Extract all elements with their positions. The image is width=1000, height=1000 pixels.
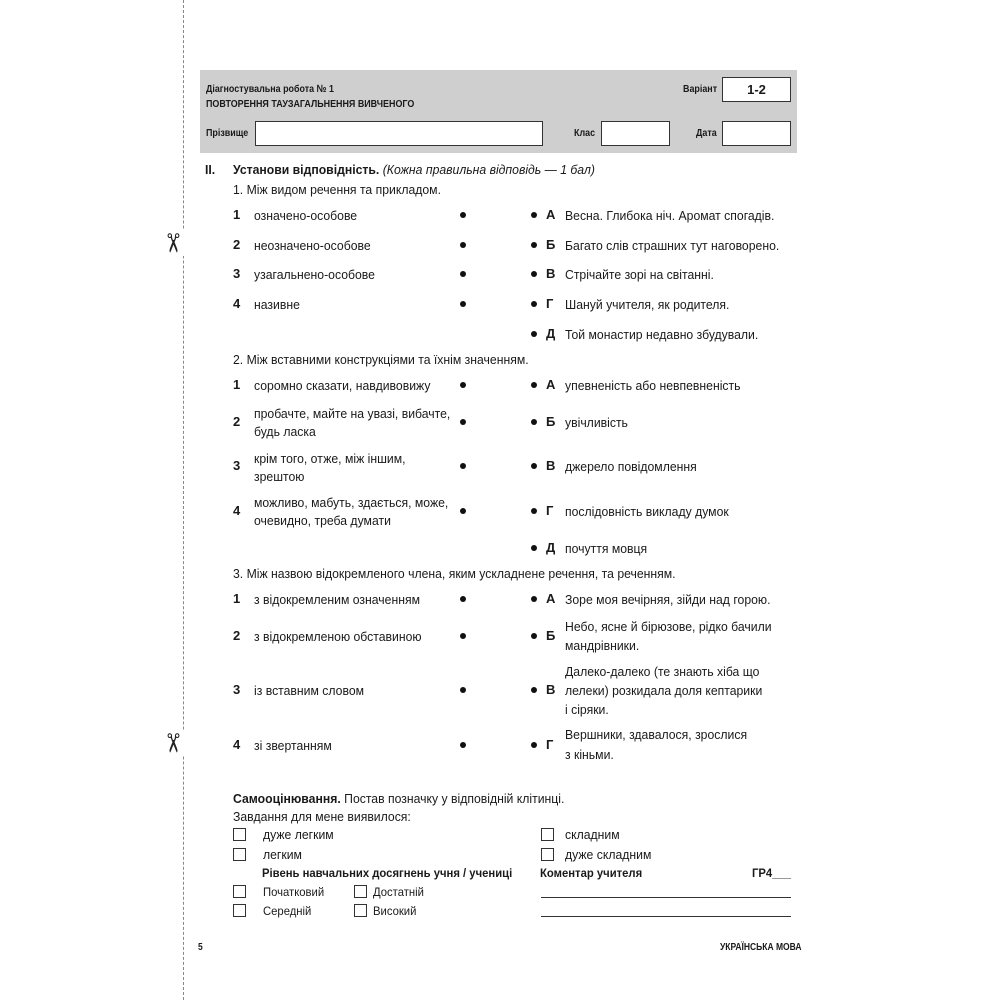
match-dot[interactable] [531, 212, 537, 218]
task3-left-text: з відокремленим означенням [254, 592, 420, 607]
match-dot[interactable] [460, 633, 466, 639]
match-dot[interactable] [460, 301, 466, 307]
match-dot[interactable] [460, 271, 466, 277]
task2-right-text: послідовність викладу думок [565, 504, 729, 519]
task3-right-text: Зоре моя вечірняя, зійди над горою. [565, 592, 771, 607]
match-dot[interactable] [460, 463, 466, 469]
match-dot[interactable] [531, 633, 537, 639]
task3-right-text: Небо, ясне й бірюзове, рідко бачили [565, 619, 772, 634]
task2-right-letter: В [546, 458, 556, 473]
task3-right-text: лелеки) розкидала доля кептарики [565, 683, 763, 698]
task2-left-number: 1 [233, 377, 241, 392]
self-assessment-heading [233, 789, 564, 808]
task2-left-text: крім того, отже, між іншим, [254, 451, 406, 466]
difficulty-checkbox[interactable] [233, 848, 246, 861]
header-panel [200, 70, 797, 153]
match-dot[interactable] [460, 212, 466, 218]
variant-label: Варіант [683, 83, 718, 95]
work-title: Діагностувальна робота № 1 [206, 83, 334, 95]
task1-right-text: Стрічайте зорі на світанні. [565, 267, 714, 282]
scissors-icon: ✂ [160, 730, 186, 756]
task1-right-letter: А [546, 207, 556, 222]
match-dot[interactable] [531, 331, 537, 337]
task1-right-letter: Г [546, 296, 554, 311]
task2-left-number: 3 [233, 458, 241, 473]
match-dot[interactable] [460, 687, 466, 693]
match-dot[interactable] [531, 545, 537, 551]
match-dot[interactable] [531, 508, 537, 514]
date-field[interactable] [722, 121, 791, 146]
task1-left-number: 1 [233, 207, 241, 222]
task1-right-text: Шануй учителя, як родителя. [565, 297, 730, 312]
task3-left-text: із вставним словом [254, 683, 365, 698]
task3-right-letter: А [546, 591, 556, 606]
task2-right-text: почуття мовця [565, 541, 648, 556]
task2-left-text: соромно сказати, навдивовижу [254, 378, 431, 393]
section-roman: II. [205, 162, 216, 177]
subject-label: УКРАЇНСЬКА МОВА [720, 942, 802, 953]
task2-right-letter: Д [546, 540, 556, 555]
level-checkbox[interactable] [233, 904, 246, 917]
task1-right-text: Весна. Глибока ніч. Аромат спогадів. [565, 208, 775, 223]
task1-left-number: 4 [233, 296, 241, 311]
work-subtitle: ПОВТОРЕННЯ ТАУЗАГАЛЬНЕННЯ ВИВЧЕНОГО [206, 98, 415, 110]
task3-right-letter: В [546, 682, 556, 697]
task3-left-number: 1 [233, 591, 241, 606]
difficulty-checkbox[interactable] [541, 828, 554, 841]
task1-left-text: називне [254, 297, 300, 312]
match-dot[interactable] [531, 687, 537, 693]
difficulty-option: легким [263, 847, 302, 862]
match-dot[interactable] [460, 596, 466, 602]
task2-right-text: увічливість [565, 415, 628, 430]
self-assessment-instruction: Постав позначку у відповідній клітинці. [344, 791, 565, 806]
achievement-level-label: Рівень навчальних досягнень учня / учениці [262, 866, 513, 880]
task1-right-letter: В [546, 266, 556, 281]
level-checkbox[interactable] [354, 904, 367, 917]
level-option: Початковий [263, 885, 325, 899]
self-assessment-title: Самооцінювання. [233, 791, 341, 806]
cut-line [183, 0, 184, 1000]
task2-left-number: 2 [233, 414, 241, 429]
level-option: Середній [263, 904, 312, 918]
task2-left-text: можливо, мабуть, здається, може, [254, 495, 449, 510]
surname-label: Прізвище [206, 127, 249, 139]
scissors-icon: ✂ [160, 230, 186, 256]
task2-right-text: джерело повідомлення [565, 459, 697, 474]
task3-right-text: мандрівники. [565, 638, 640, 653]
match-dot[interactable] [531, 242, 537, 248]
section-title: Установи відповідність. [233, 162, 380, 177]
level-checkbox[interactable] [233, 885, 246, 898]
match-dot[interactable] [460, 382, 466, 388]
task1-right-text: Багато слів страшних тут наговорено. [565, 238, 780, 253]
task3-left-number: 2 [233, 628, 241, 643]
level-option: Високий [373, 904, 417, 918]
self-assessment-prompt: Завдання для мене виявилося: [233, 809, 411, 824]
section-note: (Кожна правильна відповідь — 1 бал) [382, 162, 595, 177]
task2-right-letter: Г [546, 503, 554, 518]
task3-right-letter: Б [546, 628, 556, 643]
difficulty-checkbox[interactable] [541, 848, 554, 861]
task1-left-text: означено-особове [254, 208, 358, 223]
task3-left-number: 3 [233, 682, 241, 697]
task2-right-text: упевненість або невпевненість [565, 378, 741, 393]
difficulty-option: складним [565, 827, 620, 842]
task2-title: 2. Між вставними конструкціями та їхнім значенням. [233, 352, 529, 367]
task1-right-text: Той монастир недавно збудували. [565, 327, 759, 342]
task1-right-letter: Б [546, 237, 556, 252]
task2-left-text: пробачте, майте на увазі, вибачте, [254, 406, 451, 421]
level-checkbox[interactable] [354, 885, 367, 898]
task3-right-text: і сіряки. [565, 702, 609, 717]
section-heading [233, 160, 595, 179]
grade-code: ГР4___ [752, 866, 792, 880]
match-dot[interactable] [531, 596, 537, 602]
task3-right-letter: Г [546, 737, 554, 752]
task1-right-letter: Д [546, 326, 556, 341]
match-dot[interactable] [460, 742, 466, 748]
task3-left-text: зі звертанням [254, 738, 332, 753]
task3-right-text: Вершники, здавалося, зрослися [565, 727, 748, 742]
task2-left-number: 4 [233, 503, 241, 518]
match-dot[interactable] [531, 419, 537, 425]
class-field[interactable] [601, 121, 670, 146]
difficulty-checkbox[interactable] [233, 828, 246, 841]
surname-field[interactable] [255, 121, 543, 146]
task3-left-text: з відокремленою обставиною [254, 629, 422, 644]
task1-left-number: 2 [233, 237, 241, 252]
difficulty-option: дуже легким [263, 827, 334, 842]
match-dot[interactable] [531, 301, 537, 307]
match-dot[interactable] [531, 463, 537, 469]
task1-title: 1. Між видом речення та прикладом. [233, 182, 441, 197]
level-option: Достатній [373, 885, 424, 899]
match-dot[interactable] [531, 382, 537, 388]
match-dot[interactable] [460, 242, 466, 248]
teacher-comment-label: Коментар учителя [540, 866, 643, 880]
task3-right-text: Далеко-далеко (те знають хіба що [565, 664, 760, 679]
variant-field: 1-2 [722, 77, 791, 102]
task2-right-letter: А [546, 377, 556, 392]
page-number: 5 [198, 942, 203, 953]
task2-right-letter: Б [546, 414, 556, 429]
match-dot[interactable] [460, 419, 466, 425]
match-dot[interactable] [460, 508, 466, 514]
task3-left-number: 4 [233, 737, 241, 752]
comment-line[interactable] [541, 897, 791, 898]
date-label: Дата [696, 127, 717, 139]
task1-left-text: узагальнено-особове [254, 267, 375, 282]
difficulty-option: дуже складним [565, 847, 652, 862]
match-dot[interactable] [531, 742, 537, 748]
match-dot[interactable] [531, 271, 537, 277]
task2-left-text: зрештою [254, 469, 305, 484]
task1-left-text: неозначено-особове [254, 238, 371, 253]
comment-line[interactable] [541, 916, 791, 917]
task3-right-text: з кіньми. [565, 747, 614, 762]
task3-title: 3. Між назвою відокремленого члена, яким ускладнене речення, та реченням. [233, 566, 676, 581]
task1-left-number: 3 [233, 266, 241, 281]
task2-left-text: очевидно, треба думати [254, 513, 391, 528]
task2-left-text: будь ласка [254, 424, 316, 439]
class-label: Клас [574, 127, 596, 139]
